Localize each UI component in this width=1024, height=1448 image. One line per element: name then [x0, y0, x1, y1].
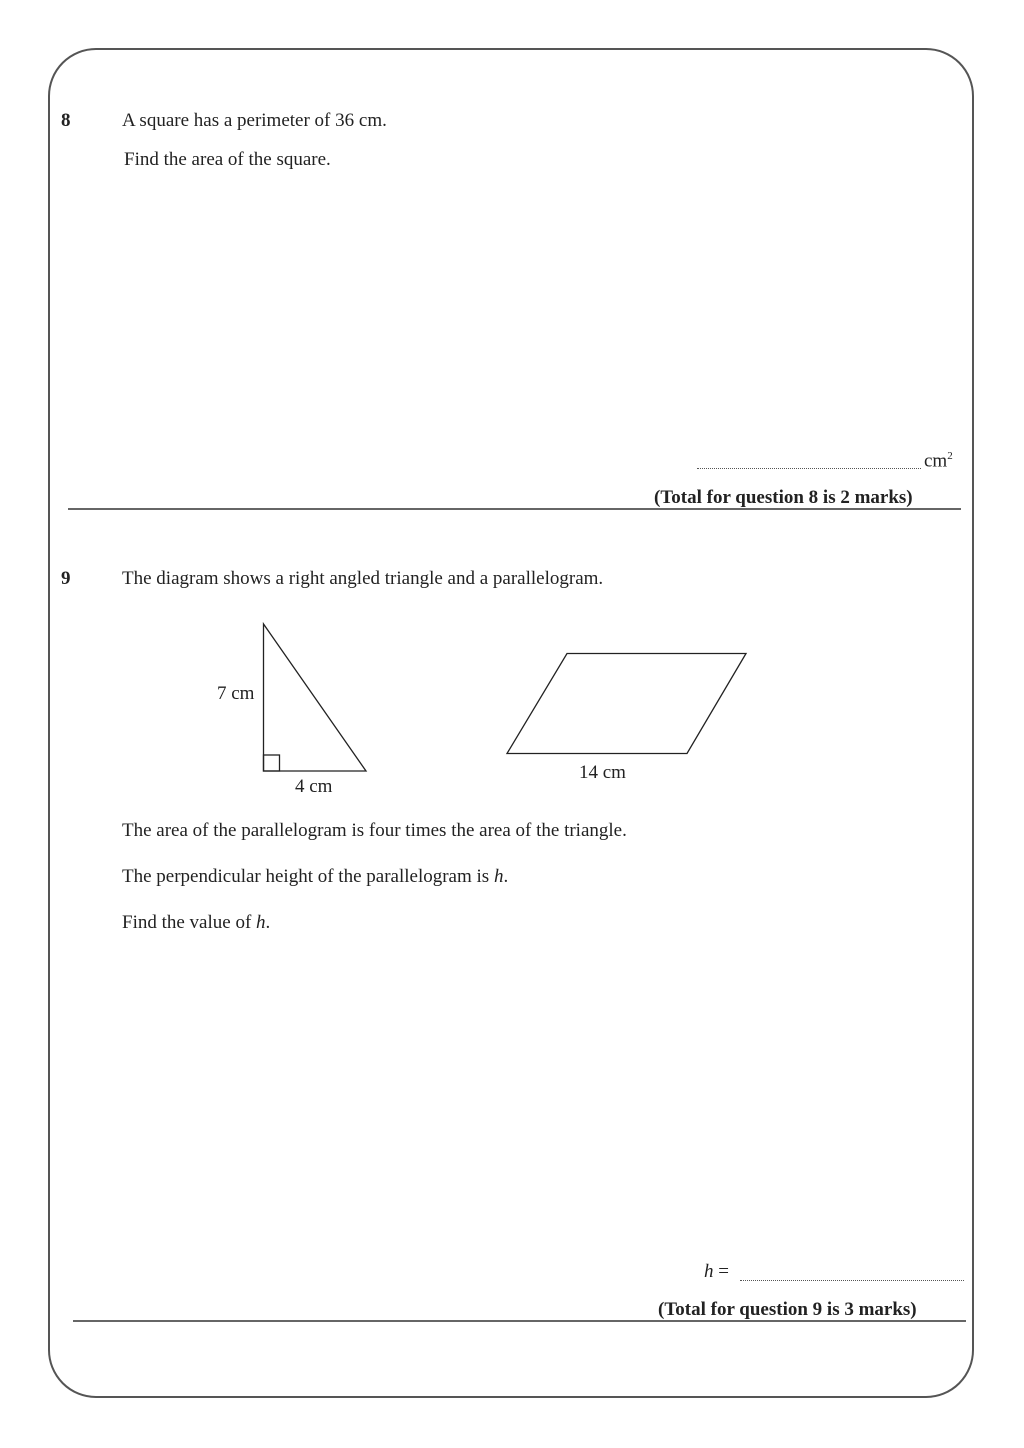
question-9-answer-line[interactable]: [740, 1280, 964, 1281]
question-8-statement: A square has a perimeter of 36 cm.: [122, 110, 387, 131]
right-triangle-shape: [264, 624, 367, 771]
question-9-answer-label: h =: [704, 1261, 729, 1282]
right-angle-marker: [264, 755, 280, 771]
question-9-instruction: Find the value of h.: [122, 912, 271, 933]
triangle-height-label: 7 cm: [217, 683, 255, 704]
question-9-total-marks: (Total for question 9 is 3 marks): [658, 1299, 917, 1320]
question-8-number: 8: [61, 110, 71, 131]
question-9-divider: [73, 1320, 966, 1322]
parallelogram-base-label: 14 cm: [579, 762, 626, 783]
question-9-number: 9: [61, 568, 71, 589]
parallelogram-shape: [507, 654, 746, 754]
question-8-total-marks: (Total for question 8 is 2 marks): [654, 487, 913, 508]
triangle-outline: [264, 624, 367, 771]
question-8-instruction: Find the area of the square.: [124, 149, 331, 170]
question-9-height-statement: The perpendicular height of the parallelogram is h.: [122, 866, 509, 887]
question-8-answer-unit: $cm^2$: [924, 450, 953, 472]
question-9-area-relation: The area of the parallelogram is four times the area of the triangle.: [122, 820, 627, 841]
question-9-intro: The diagram shows a right angled triangle and a parallelogram.: [122, 568, 604, 589]
triangle-base-label: 4 cm: [295, 776, 333, 797]
